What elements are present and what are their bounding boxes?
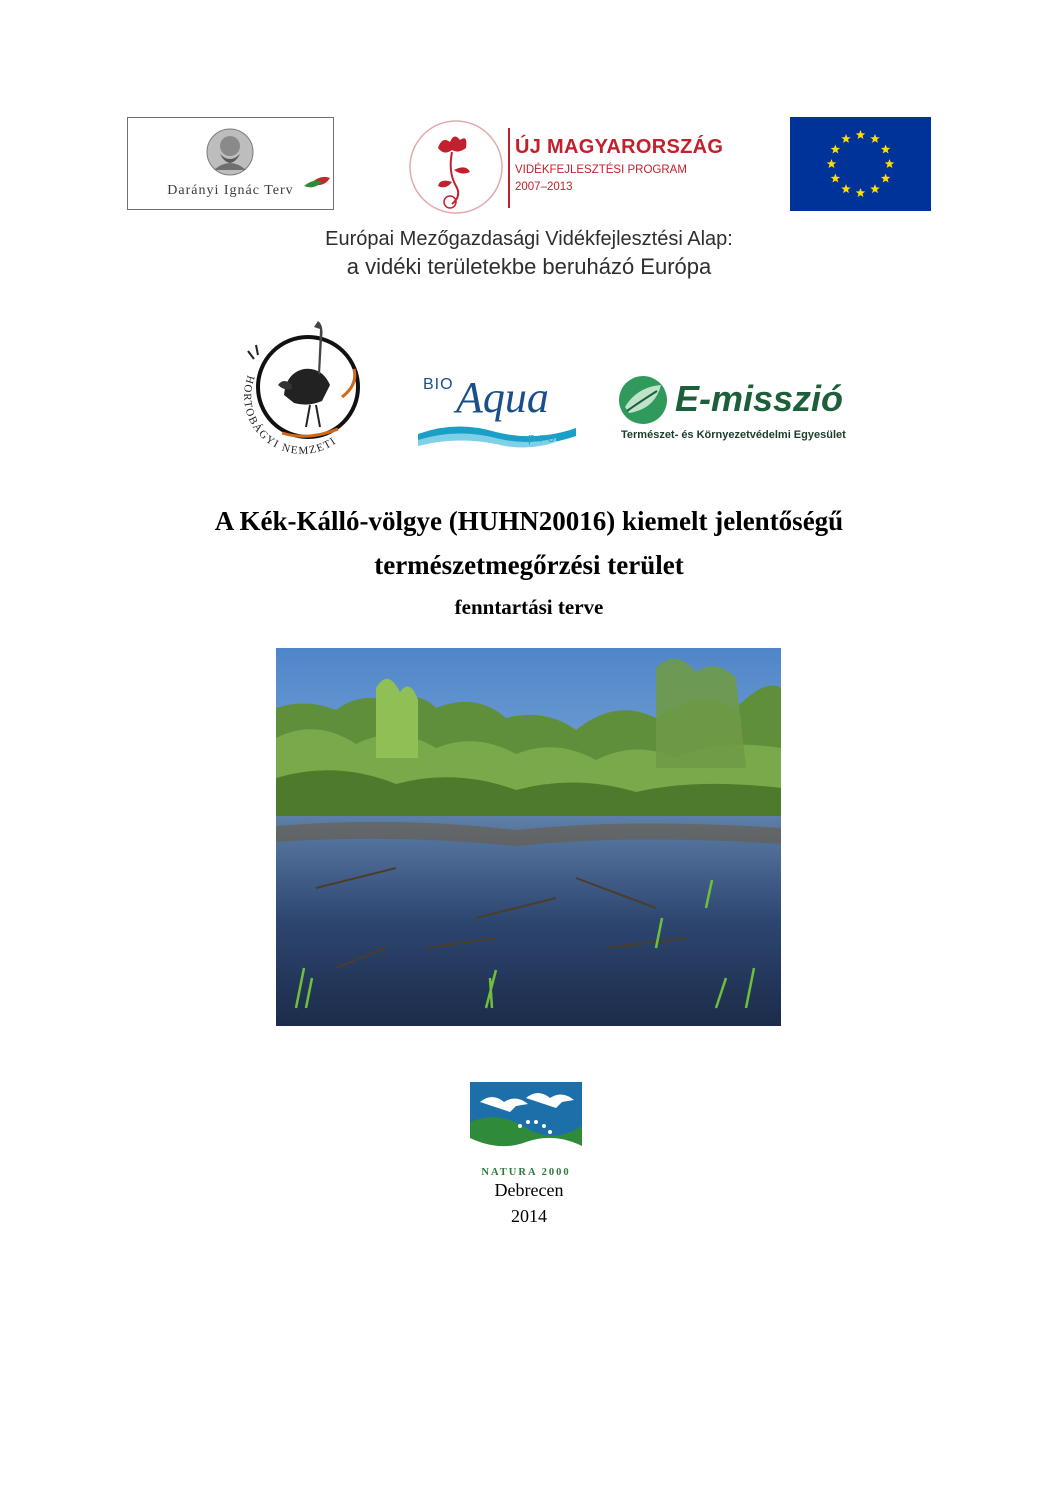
- emisszio-tagline: Természet- és Környezetvédelmi Egyesület: [621, 429, 846, 441]
- natura2000-icon: [470, 1082, 582, 1164]
- bioaqua-name: Aqua: [456, 373, 549, 422]
- eafrd-line1: Európai Mezőgazdasági Vidékfejlesztési Alap:: [325, 228, 733, 250]
- bioaqua-suffix: pro: [528, 430, 559, 445]
- eu-flag-icon: [790, 117, 931, 211]
- eu-star: [841, 184, 851, 193]
- hortobagyi-nemzeti-park-logo: [226, 315, 386, 460]
- eu-star: [841, 134, 851, 143]
- daranyi-ignac-terv-logo: [127, 117, 334, 210]
- eu-star: [881, 145, 891, 154]
- emisszio-logo: [613, 373, 881, 448]
- eu-star: [870, 184, 880, 193]
- eu-star: [827, 159, 837, 168]
- natura2000-label: NATURA 2000: [481, 1167, 571, 1178]
- footer-city: Debrecen: [494, 1180, 564, 1200]
- uj-magyarorszag-subtitle: VIDÉKFEJLESZTÉSI PROGRAM: [515, 164, 687, 176]
- document-title-line1: A Kék-Kálló-völgye (HUHN20016) kiemelt jelentőségű: [214, 506, 844, 536]
- document-subtitle: fenntartási terve: [454, 595, 604, 619]
- uj-magyarorszag-logo: [408, 120, 728, 215]
- eu-star: [870, 134, 880, 143]
- eu-star: [831, 174, 841, 183]
- daranyi-caption: Darányi Ignác Terv: [167, 183, 294, 198]
- emisszio-name: E-misszió: [675, 378, 844, 419]
- wetland-photo: [276, 648, 781, 1026]
- leaf-globe-icon: [615, 373, 675, 428]
- bioaqua-prefix: BIO: [423, 376, 454, 393]
- eu-star: [856, 130, 866, 139]
- eu-star: [831, 145, 841, 154]
- footer-year: 2014: [511, 1206, 547, 1226]
- eu-star: [881, 174, 891, 183]
- crane-icon: [226, 315, 386, 460]
- natura2000-logo: [470, 1082, 582, 1178]
- eafrd-line2: a vidéki területekbe beruházó Európa: [346, 254, 712, 279]
- uj-magyarorszag-title: ÚJ MAGYARORSZÁG: [515, 136, 724, 158]
- eu-star: [856, 188, 866, 197]
- hnp-text: HORTOBÁGYI NEMZETI: [240, 374, 339, 458]
- uj-magyarorszag-years: 2007–2013: [515, 181, 573, 193]
- carnation-icon: [408, 120, 508, 215]
- bioaqua-logo: [416, 370, 581, 455]
- document-title-line2: természetmegőrzési terület: [374, 550, 684, 580]
- eu-star: [885, 159, 895, 168]
